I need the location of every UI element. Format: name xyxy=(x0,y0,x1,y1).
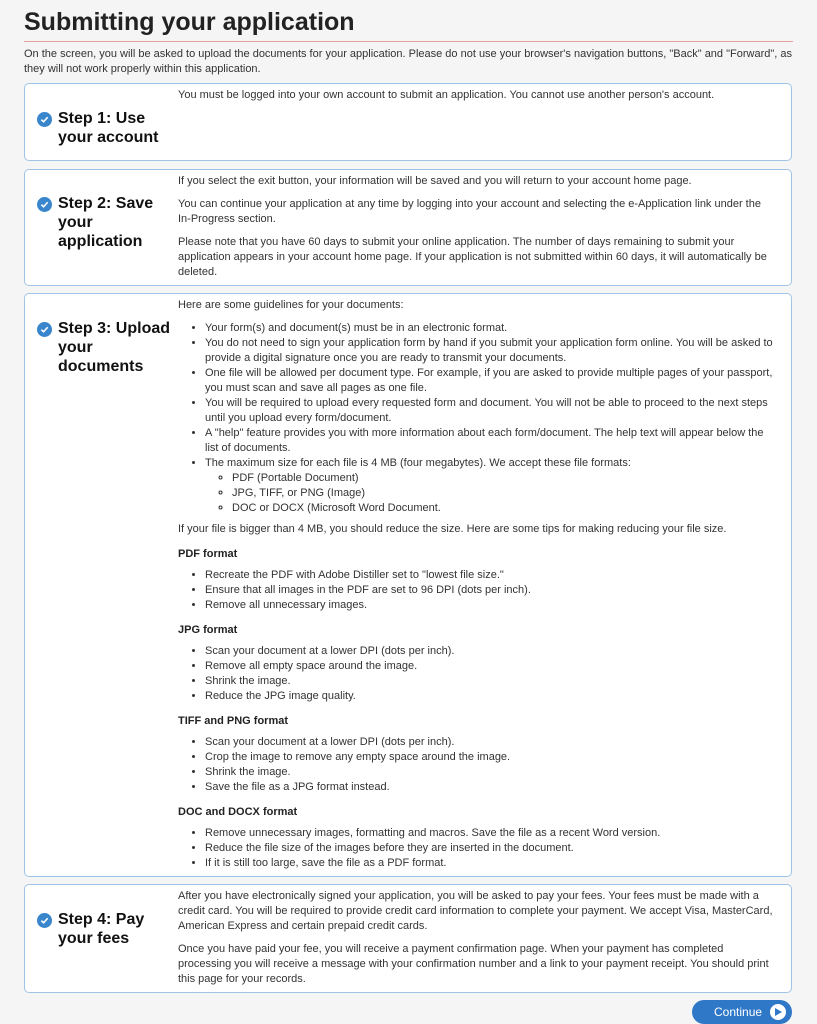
list-item: ◦ DOC or DOCX (Microsoft Word Document. xyxy=(232,501,773,516)
check-circle-icon xyxy=(37,322,52,337)
step-4-body xyxy=(178,889,773,995)
list-item: • Reduce the JPG image quality. xyxy=(205,689,773,704)
step-2-paragraph: You can continue your application at any time by logging into your account and selecting the e-Application link under the In-Progress section. xyxy=(178,198,761,225)
step-4-header xyxy=(37,910,172,948)
step-4-card xyxy=(24,884,792,993)
list-item: • Shrink the image. xyxy=(205,765,773,780)
intro-text: On the screen, you will be asked to upload the documents for your application. Please do not use your browser's navigation buttons, "Back" and "Forward", as they will not work properly within this application. xyxy=(24,48,792,75)
formats-list xyxy=(205,471,773,516)
step-4-paragraph: Once you have paid your fee, you will receive a payment confirmation page. When your payment has completed processing you will receive a message with your confirmation number and a link to your payment receipt. You should print this page for your records. xyxy=(178,943,769,985)
step-2-body xyxy=(178,174,773,288)
step-3-header xyxy=(37,319,172,376)
jpg-tips-list xyxy=(178,644,773,704)
list-item: • Ensure that all images in the PDF are set to 96 DPI (dots per inch). xyxy=(205,583,773,598)
list-item: • One file will be allowed per document type. For example, if you are asked to provide multiple pages of your passport, you must scan and save all pages as one file. xyxy=(205,366,773,396)
tiff-png-tips-list xyxy=(178,735,773,795)
step-3-title: Step 3: Upload your documents xyxy=(58,320,171,375)
list-item: • Recreate the PDF with Adobe Distiller set to "lowest file size." xyxy=(205,568,773,583)
step-2-header xyxy=(37,194,172,251)
check-circle-icon xyxy=(37,112,52,127)
step-1-paragraph: You must be logged into your own account to submit an application. You cannot use another person's account. xyxy=(178,89,715,101)
list-item: • A "help" feature provides you with more information about each form/document. The help text will appear below the list of documents. xyxy=(205,426,773,456)
step-4-title: Step 4: Pay your fees xyxy=(58,911,145,947)
list-item: • Scan your document at a lower DPI (dots per inch). xyxy=(205,735,773,750)
list-item: • Shrink the image. xyxy=(205,674,773,689)
guidelines-list xyxy=(178,321,773,516)
pdf-tips-list xyxy=(178,568,773,613)
step-1-body xyxy=(178,88,773,111)
step-3-card xyxy=(24,293,792,877)
doc-docx-tips-list xyxy=(178,826,773,871)
list-item: • You will be required to upload every requested form and document. You will not be able to proceed to the next steps until you upload every form/document. xyxy=(205,396,773,426)
section-heading: TIFF and PNG format xyxy=(178,715,288,727)
check-circle-icon xyxy=(37,913,52,928)
guidelines-intro: Here are some guidelines for your documents: xyxy=(178,299,404,311)
continue-button[interactable] xyxy=(692,1000,792,1024)
step-2-title: Step 2: Save your application xyxy=(58,195,154,250)
list-item: • Remove all unnecessary images. xyxy=(205,598,773,613)
list-item: • Remove unnecessary images, formatting and macros. Save the file as a recent Word version. xyxy=(205,826,773,841)
list-item: • Reduce the file size of the images before they are inserted in the document. xyxy=(205,841,773,856)
list-item: • Your form(s) and document(s) must be in an electronic format. xyxy=(205,321,773,336)
list-item: • You do not need to sign your application form by hand if you submit your application form online. You will be asked to provide a digital signature once you are ready to transmit your documents. xyxy=(205,336,773,366)
list-item: ◦ PDF (Portable Document) xyxy=(232,471,773,486)
max-size-text: The maximum size for each file is 4 MB (four megabytes). We accept these file formats: xyxy=(205,457,631,469)
list-item: ◦ JPG, TIFF, or PNG (Image) xyxy=(232,486,773,501)
section-heading: DOC and DOCX format xyxy=(178,806,298,818)
reduce-intro: If your file is bigger than 4 MB, you should reduce the size. Here are some tips for making reducing your file size. xyxy=(178,523,727,535)
check-circle-icon xyxy=(37,197,52,212)
list-item: • If it is still too large, save the file as a PDF format. xyxy=(205,856,773,871)
section-heading: PDF format xyxy=(178,548,238,560)
list-item: • Scan your document at a lower DPI (dots per inch). xyxy=(205,644,773,659)
step-3-body xyxy=(178,298,773,877)
step-1-header xyxy=(37,109,172,147)
step-1-card xyxy=(24,83,792,161)
list-item xyxy=(205,456,773,516)
list-item: • Remove all empty space around the image. xyxy=(205,659,773,674)
step-2-paragraph: If you select the exit button, your information will be saved and you will return to your account home page. xyxy=(178,175,692,187)
step-1-title: Step 1: Use your account xyxy=(58,110,159,146)
step-2-card xyxy=(24,169,792,286)
step-4-paragraph: After you have electronically signed your application, you will be asked to pay your fees. Your fees must be made with a credit card. You will be required to provide credit card information to complete your payment. We accept Visa, MasterCard, American Express and certain prepaid credit cards. xyxy=(178,890,773,932)
list-item: • Save the file as a JPG format instead. xyxy=(205,780,773,795)
page-title: Submitting your application xyxy=(24,0,793,42)
continue-label: Continue xyxy=(714,1005,763,1019)
step-2-paragraph: Please note that you have 60 days to submit your online application. The number of days remaining to submit your application appears in your account home page. If your application is not submitted within 60 days, it will automatically be deleted. xyxy=(178,236,767,278)
section-heading: JPG format xyxy=(178,624,238,636)
list-item: • Crop the image to remove any empty space around the image. xyxy=(205,750,773,765)
play-arrow-icon xyxy=(770,1004,786,1020)
